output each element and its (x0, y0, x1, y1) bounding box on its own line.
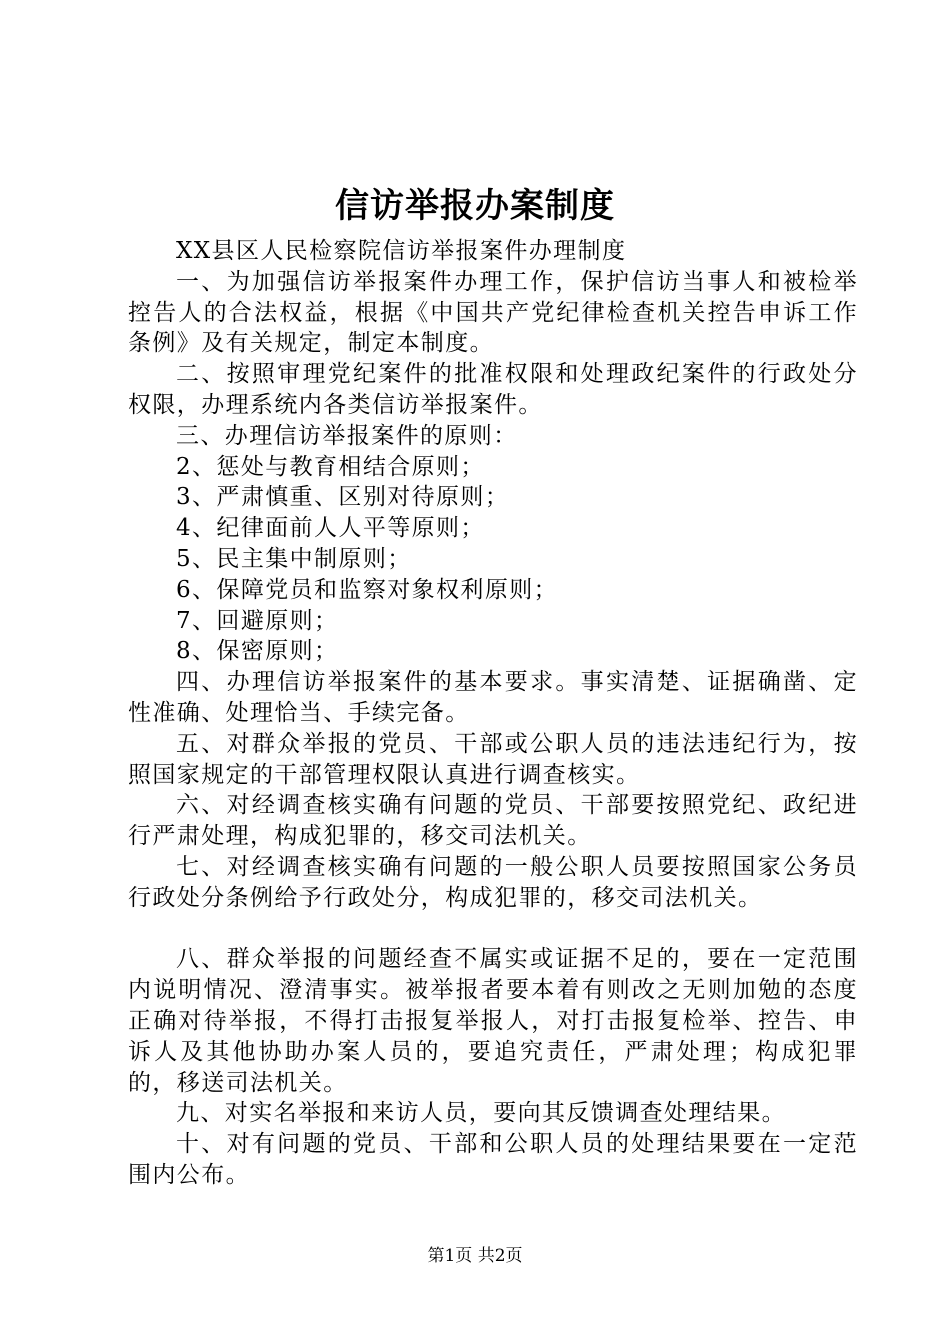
list-item: 2、惩处与教育相结合原则； (176, 453, 485, 480)
document-title: 信访举报办案制度 (335, 186, 615, 226)
page-number-footer: 第1页 共2页 (427, 1246, 523, 1266)
paragraph-8: 八、群众举报的问题经查不属实或证据不足的，要在一定范围内说明情况、澄清事实。被举报者要本着有则改之无则加勉的态度正确对待举报，不得打击报复举报人，对打击报复检举、控告、申诉人及其他协助办案人员的，要追究责任，严肃处理；构成犯罪的，移送司法机关。 (128, 946, 858, 1096)
paragraph-3: 三、办理信访举报案件的原则： (176, 422, 518, 449)
paragraph-subtitle: XX县区人民检察院信访举报案件办理制度 (176, 238, 627, 264)
list-item: 5、民主集中制原则； (176, 545, 412, 572)
list-item: 7、回避原则； (176, 607, 339, 634)
paragraph-5: 五、对群众举报的党员、干部或公职人员的违法违纪行为，按照国家规定的干部管理权限认真进行调查核实。 (128, 730, 858, 788)
list-item: 8、保密原则； (176, 638, 339, 665)
paragraph-6: 六、对经调查核实确有问题的党员、干部要按照党纪、政纪进行严肃处理，构成犯罪的，移交司法机关。 (128, 792, 858, 850)
paragraph-2: 二、按照审理党纪案件的批准权限和处理政纪案件的行政处分权限，办理系统内各类信访举报案件。 (128, 361, 858, 418)
paragraph-1: 一、为加强信访举报案件办理工作，保护信访当事人和被检举控告人的合法权益，根据《中国共产党纪律检查机关控告申诉工作条例》及有关规定，制定本制度。 (128, 268, 858, 357)
list-item: 3、严肃慎重、区别对待原则； (176, 484, 510, 511)
list-item: 4、纪律面前人人平等原则； (176, 515, 485, 542)
paragraph-9: 九、对实名举报和来访人员，要向其反馈调查处理结果。 (176, 1100, 786, 1127)
paragraph-4: 四、办理信访举报案件的基本要求。事实清楚、证据确凿、定性准确、处理恰当、手续完备。 (128, 669, 858, 726)
paragraph-7: 七、对经调查核实确有问题的一般公职人员要按照国家公务员行政处分条例给予行政处分，构成犯罪的，移交司法机关。 (128, 853, 858, 911)
paragraph-10: 十、对有问题的党员、干部和公职人员的处理结果要在一定范围内公布。 (128, 1131, 858, 1188)
list-item: 6、保障党员和监察对象权利原则； (176, 576, 559, 603)
document-body (128, 236, 858, 1191)
